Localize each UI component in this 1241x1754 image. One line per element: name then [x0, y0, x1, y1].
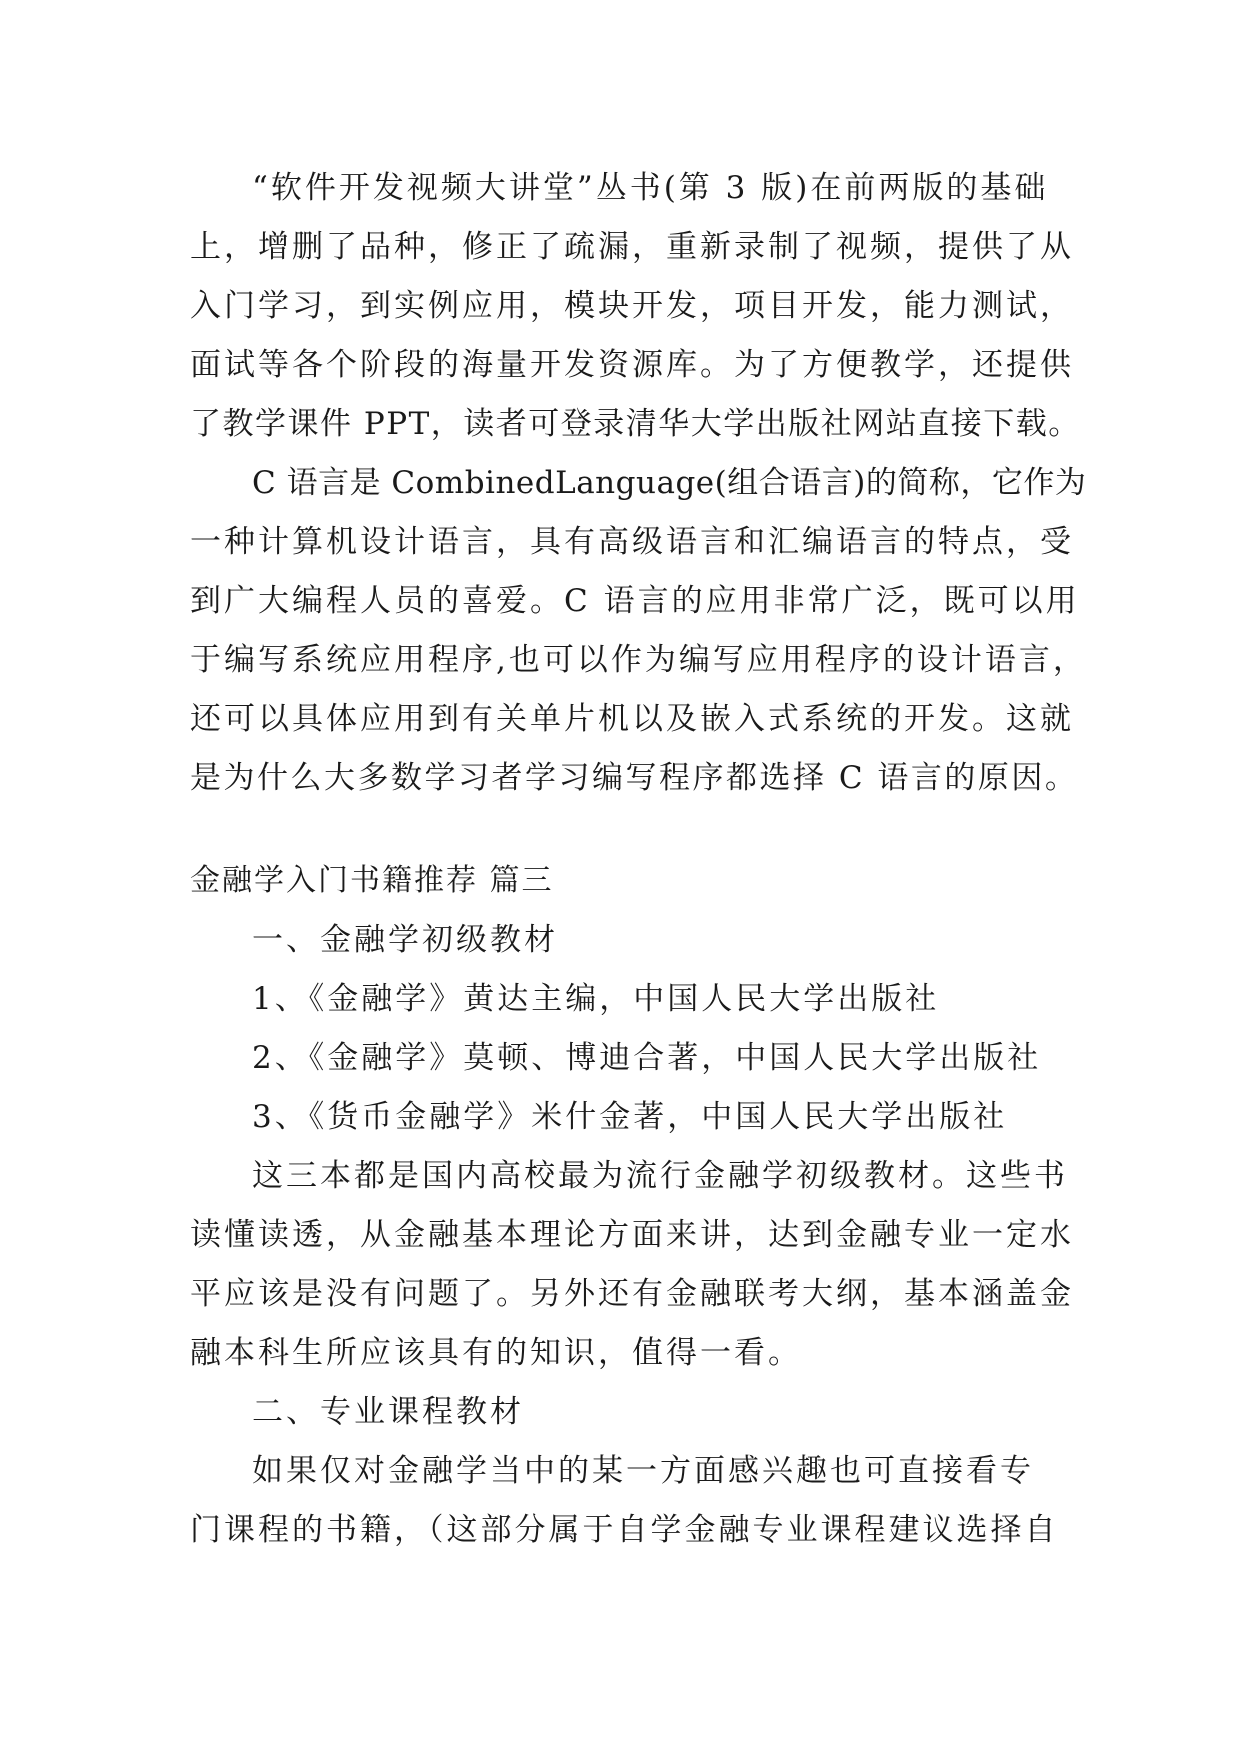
section-heading: 金融学入门书籍推荐 篇三 [190, 863, 554, 898]
paragraph-line: 平应该是没有问题了。另外还有金融联考大纲，基本涵盖金 [190, 1276, 1074, 1312]
paragraph-line: 如果仅对金融学当中的某一方面感兴趣也可直接看专 [252, 1453, 1034, 1489]
paragraph-line: 还可以具体应用到有关单片机以及嵌入式系统的开发。这就 [190, 701, 1074, 737]
subsection-heading: 一、金融学初级教材 [252, 922, 558, 958]
list-item: 1、《金融学》黄达主编，中国人民大学出版社 [252, 981, 940, 1017]
list-item: 2、《金融学》莫顿、博迪合著，中国人民大学出版社 [252, 1040, 1042, 1076]
paragraph-line: 这三本都是国内高校最为流行金融学初级教材。这些书 [252, 1158, 1068, 1194]
paragraph-line: 门课程的书籍，（这部分属于自学金融专业课程建议选择自 [190, 1512, 1059, 1548]
paragraph-line: C 语言是 CombinedLanguage(组合语言)的简称，它作为 [252, 465, 1087, 501]
paragraph-line: 上，增删了品种，修正了疏漏，重新录制了视频，提供了从 [190, 229, 1074, 265]
paragraph-line: 入门学习，到实例应用，模块开发，项目开发，能力测试， [190, 288, 1074, 324]
paragraph-line: 一种计算机设计语言，具有高级语言和汇编语言的特点，受 [190, 524, 1074, 560]
paragraph-line: “软件开发视频大讲堂”丛书(第 3 版)在前两版的基础 [252, 170, 1049, 206]
paragraph-line: 融本科生所应该具有的知识，值得一看。 [190, 1335, 802, 1371]
paragraph-line: 面试等各个阶段的海量开发资源库。为了方便教学，还提供 [190, 347, 1074, 383]
paragraph-line: 于编写系统应用程序,也可以作为编写应用程序的设计语言， [190, 642, 1087, 678]
paragraph-line: 读懂读透，从金融基本理论方面来讲，达到金融专业一定水 [190, 1217, 1074, 1253]
subsection-heading: 二、专业课程教材 [252, 1394, 524, 1430]
paragraph-line: 了教学课件 PPT，读者可登录清华大学出版社网站直接下载。 [190, 406, 1081, 442]
paragraph-line: 是为什么大多数学习者学习编写程序都选择 C 语言的原因。 [190, 760, 1079, 796]
paragraph-line: 到广大编程人员的喜爱。C 语言的应用非常广泛，既可以用 [190, 583, 1080, 619]
list-item: 3、《货币金融学》米什金著，中国人民大学出版社 [252, 1099, 1008, 1135]
